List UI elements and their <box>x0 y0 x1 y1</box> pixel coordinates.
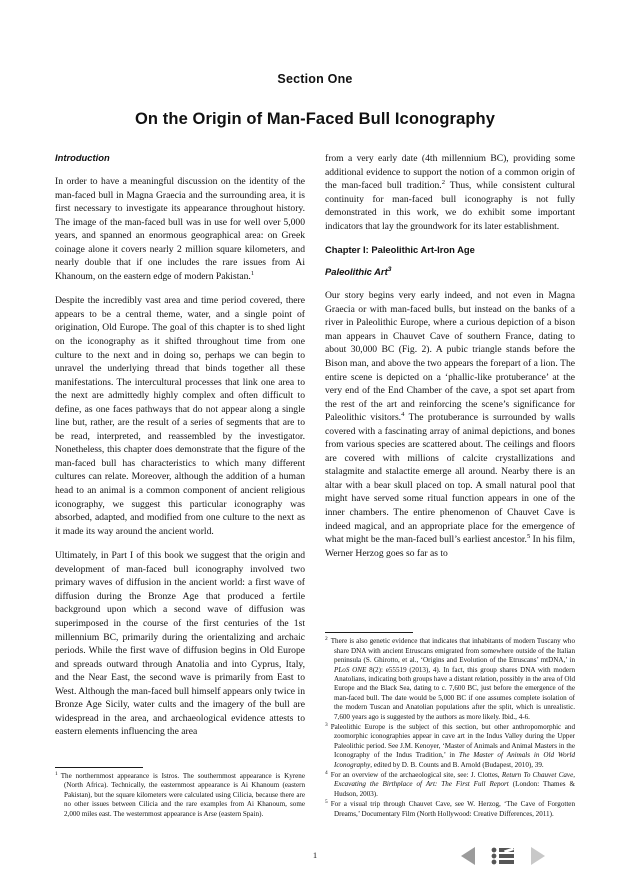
left-footnotes <box>55 767 305 820</box>
page-title: On the Origin of Man-Faced Bull Iconography <box>135 110 495 128</box>
page-heading-block <box>55 72 575 129</box>
footnote-number: 1 <box>55 770 58 777</box>
subheading-text: Paleolithic Art <box>325 266 388 278</box>
footnote <box>325 800 575 819</box>
bulleted-list-icon <box>491 847 515 865</box>
footnote-marker[interactable]: 5 <box>526 532 531 540</box>
right-footnotes <box>325 632 575 820</box>
footnote-marker[interactable]: 4 <box>401 411 405 419</box>
paragraph <box>325 289 575 560</box>
table-of-contents-button[interactable] <box>490 845 516 867</box>
right-column <box>325 152 575 822</box>
paragraph: Ultimately, in Part I of this book we suggest that the origin and development of man-faced bull iconography involved two primary waves of diffusion in the ancient world: a first wave of diffusion during the Bronze Age that produced a fertile background upon which a second wave of diffusion was superimposed in the course of the first centuries of the 1st millennium BC, primarily during the orientalizing and archaic periods. While the first wave of diffusion begins in Old Europe and spreads outward through Anatolia and into Cyprus, Italy, and the Near East, the second wave is primarily from East to West. Although the man-faced bull himself appears only twice in Bronze Age Sicily, water cults and the imagery of the bull are widespread in the area, and archaeological evidence attests to eastern elements influencing the area <box>55 550 305 738</box>
page-number: 1 <box>312 850 318 860</box>
paragraph <box>325 152 575 233</box>
paragraph-text: Our story begins very early indeed, and not even in Magna Graecia or with man-faced bulls, but instead on the banks of a river in Paleolithic Europe, where a curious depiction of a bison man appears in Chauvet Cave of southern France, dating to about 30,000 BC (Fig. 2). A pubic triangle stands before the Bison man, and above the two appears the forepart of a lion. The entire scene is depicted on a ‘phallic-like protuberance’ at the very end of the End Chamber of the cave, a spot set apart from the rest of the art and reinforcing the scene’s significance for Paleolithic visitors. <box>325 290 575 424</box>
footnote-text: For a visual trip through Chauvet Cave, see W. Herzog, ‘The Cave of Forgotten Dreams,’ Documentary Film (North Hollywood: Creative Differences, 2011). <box>330 800 575 818</box>
chapter-heading: Chapter I: Paleolithic Art-Iron Age <box>325 244 475 256</box>
paragraph: Despite the incredibly vast area and time period covered, there appears to be a central theme, water, and a single point of origination, Old Europe. The goal of this chapter is to shed light on the iconography as it shifted throughout time from one culture to the next and in doing so, perhaps we can begin to unravel the underlying thread that binds together all these manifestations. The intercultural processes that link one area to the next are admittedly highly complex and often difficult to define, as one faces pathways that do not appear along a single line but, rather, are the result of a series of segments that are to be read, interpreted, and reassembled by the investigator. Nonetheless, this chapter does demonstrate that the figure of the man-faced bull has characteristics to which many different cultures can relate. Moreover, although the addition of a human head to an animal is a common component of ancient religious iconography, we suggest this particular iconography was absorbed, adapted, and modified from one culture to the next as it made its way around the ancient world. <box>55 295 305 537</box>
page-navigation-toolbar <box>455 843 575 869</box>
footnote-separator <box>55 767 143 768</box>
footnote-marker[interactable]: 1 <box>250 269 255 277</box>
triangle-left-icon <box>461 847 475 865</box>
left-column <box>55 152 305 822</box>
footnote <box>325 723 575 770</box>
footnote-text: The northernmost appearance is Istros. The southernmost appearance is Kyrene (North Africa). Technically, the easternmost appearance is Ai Khanoum (eastern Pakistan), but the square kilometers were calculated using Cilicia, because there are no other issues between Cilicia and the rare examples from Ai Khanoum, some 2,000 miles east. The westernmost appearance is Arse (eastern Spain). <box>60 771 305 818</box>
footnote-number: 4 <box>325 769 328 776</box>
footnote-number: 5 <box>325 798 328 805</box>
footnote <box>325 771 575 799</box>
footnote-text: Paleolithic Europe is the subject of this section, but other anthropomorphic and zoomorphic iconographies appear in cave art in the Indus Valley during the Upper Paleolithic period. See J.M. Kenoyer, ‘Master of Animals and Animal Masters in the Iconography of the Indus Tradition,’ in The Master of Animals in Old World Iconography, edited by D. B. Counts and B. Arnold (Budapest, 2010), 39. <box>330 722 575 769</box>
footnote <box>325 637 575 722</box>
section-label: Section One <box>277 72 353 86</box>
triangle-right-icon <box>531 847 545 865</box>
footnote-number: 3 <box>325 721 328 728</box>
footnote-text: There is also genetic evidence that indicates that inhabitants of modern Tuscany who share DNA with ancient Etruscans emigrated from somewhere outside of the Italian peninsula (S. Ghirotto, et al., ‘Origins and Evolution of the Etruscans’ mtDNA,’ in PLoS ONE 8(2): e55519 (2013), 4). In fact, this group shares DNA with modern Anatolians, indicating both groups have a distant relation, possibly in the area of Old Europe and the Black Sea, dating to c. 7,600 BC, just before the emergence of the man-faced bull. The date would be 5,000 BC if one assumes complete isolation of the modern Tuscan and Anatolian populations after the split, which is unrealistic. 7,600 years ago is suggested by the authors as more likely. Ibid., 4-6. <box>330 637 575 721</box>
paragraph <box>55 175 305 283</box>
footnote-marker[interactable]: 3 <box>387 266 392 274</box>
introduction-heading: Introduction <box>55 152 110 163</box>
footnote <box>55 772 305 819</box>
paragraph-text: from a very early date (4th millennium BC), providing some additional evidence to support the notion of a common origin of the man-faced bull tradition. <box>325 153 575 192</box>
paragraph-text: In order to have a meaningful discussion on the identity of the man-faced bull in Magna Graecia and the surrounding area, it is first necessary to investigate its appearance throughout history. The image of the man-faced bull was in use for well over 5,000 years, and spanned an enormous geographical area: on Greek coinage alone it covers nearly 2 million square kilometers, and nearly double that if one includes the rare issues from Ai Khanoum, on the eastern edge of modern Pakistan. <box>55 176 305 282</box>
footnote-text: For an overview of the archaeological site, see: J. Clottes, Return To Chauvet Cave, Excavating the Birthplace of Art: The First Full Report (London: Thames & Hudson, 2003). <box>330 770 575 798</box>
two-column-body <box>55 152 575 822</box>
section-subheading <box>325 266 575 277</box>
paragraph-text-cont: The protuberance is surrounded by walls covered with a fascinating array of animal depictions, and bones from various species are scattered about. The ceilings and floors are covered with millions of calcite crystallizations and stalagmite and stalactite emerge all around. Nearby there is an altar with a bear skull placed on top. A small natural pool that might have served some ritual function appears in one of the inner chambers. The entire phenomenon of Chauvet Cave is indeed magical, and an appropriate place for the emergence of what might be the man-faced bull’s earliest ancestor. <box>325 412 575 546</box>
previous-page-button[interactable] <box>455 845 481 867</box>
paragraph-text-cont: In his film, Werner Herzog goes so far as to <box>325 534 576 559</box>
footnote-separator <box>325 632 413 633</box>
footnote-marker[interactable]: 2 <box>441 178 446 186</box>
next-page-button[interactable] <box>525 845 551 867</box>
paragraph-text-cont: Thus, while consistent cultural continuity for man-faced bull iconography is not fully demonstrated in this work, we do exhibit some important indicators that lay the groundwork for its later establishment. <box>325 180 575 232</box>
footnote-number: 2 <box>325 635 328 642</box>
